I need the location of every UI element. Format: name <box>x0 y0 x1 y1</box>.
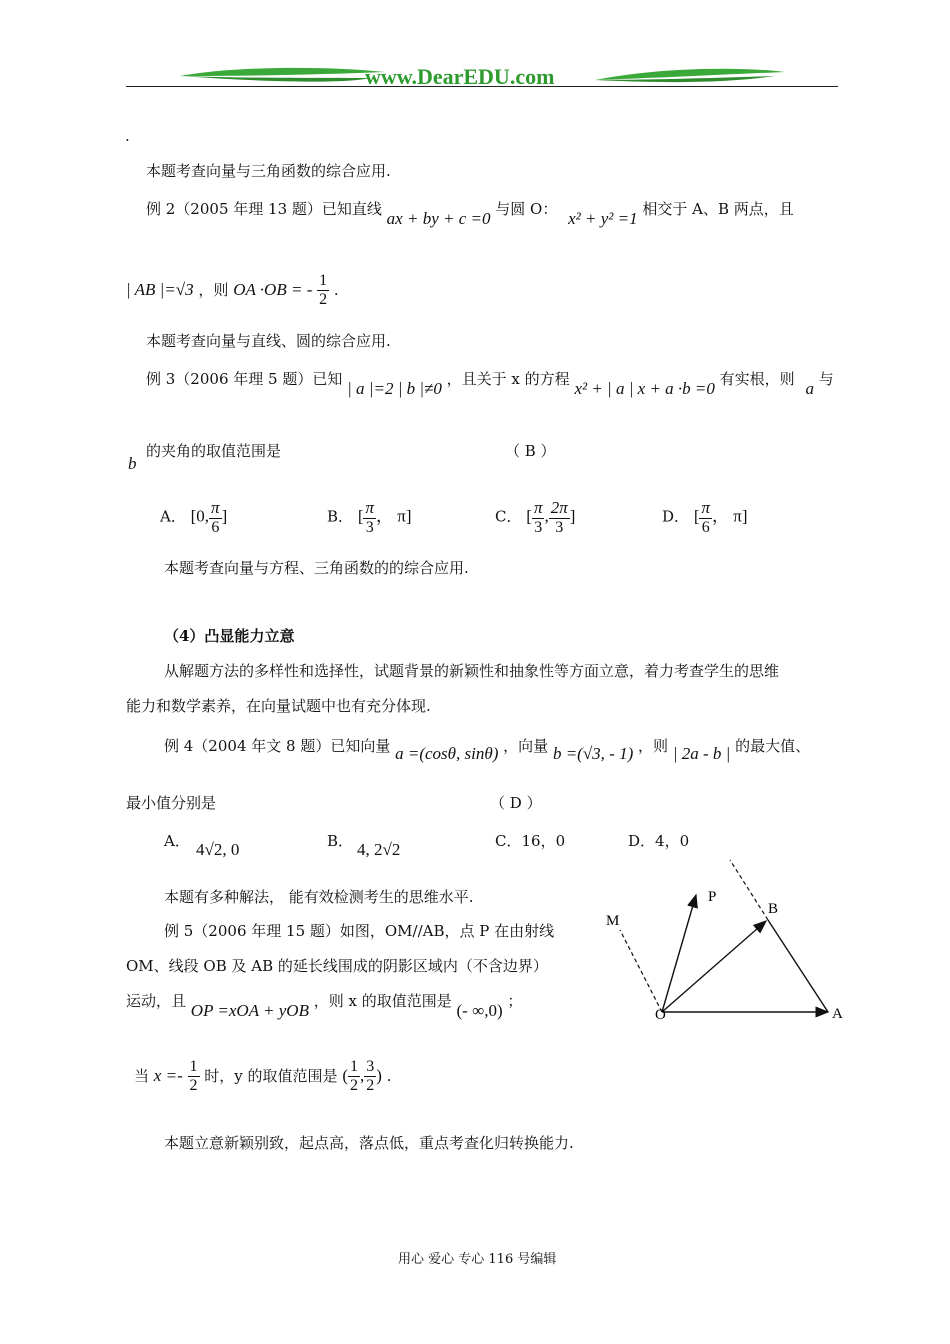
ex3-intro: 例 3（2006 年理 5 题）已知 <box>146 370 343 388</box>
ex3-and: 与 <box>818 370 834 388</box>
ex5-x-fraction: $\frac{1}{2}$ <box>189 1058 198 1095</box>
ex2-circle-text: 与圆 O： <box>495 200 558 218</box>
ex5-when: 当 <box>134 1066 150 1085</box>
paragraph-3: 本题考查向量与方程、三角函数的的综合应用. <box>164 559 469 577</box>
ex4-expression: | 2a - b | <box>672 744 731 763</box>
vector-figure <box>600 855 850 1035</box>
ex3-real-root-text: 有实根，则 <box>719 370 795 388</box>
option-4-a: A． <box>164 832 190 850</box>
ex3-equation: x² + | a | x + a ·b =0 <box>574 379 715 398</box>
paragraph-4-line-1: 从解题方法的多样性和选择性，试题背景的新颖性和抽象性等方面立意，着力考查学生的思维 <box>164 662 780 680</box>
example-3-line-2: 的夹角的取值范围是 <box>146 442 282 460</box>
section-4-heading: （4）凸显能力立意 <box>164 627 295 645</box>
ex4-then: ，则 <box>638 737 669 755</box>
ex5-motion-text: 运动，且 <box>126 992 187 1010</box>
logo-swoosh-left <box>180 68 385 76</box>
ex2-chord-length: | AB |=√3 <box>126 279 194 299</box>
paragraph-2: 本题考查向量与直线、圆的综合应用. <box>146 332 391 350</box>
option-3-d: D． [ $\frac{\pi}{6}$ ， π] <box>662 498 748 536</box>
ex3-vector-a: a <box>805 379 814 398</box>
footer-text: 用心 爱心 专心 116 号编辑 <box>398 1252 557 1267</box>
header-logo <box>175 62 790 92</box>
option-3-b: B． [ $\frac{\pi}{3}$ ， π] <box>327 498 412 536</box>
option-3-a: A． [0, $\frac{\pi}{6}$ ] <box>160 498 228 536</box>
ex5-x-range-text: ，则 x 的取值范围是 <box>313 992 452 1010</box>
label-o: O <box>655 1007 666 1023</box>
label-b: B <box>768 901 779 917</box>
ray-om <box>620 930 662 1012</box>
option-4-a-value: 4√2, 0 <box>196 840 240 859</box>
ex2-line-equation: ax + by + c =0 <box>386 209 491 228</box>
logo-text: www.DearEDU.com <box>365 64 555 89</box>
option-4-b-value: 4, 2√2 <box>357 840 401 859</box>
example-4-line-2: 最小值分别是 <box>126 794 217 812</box>
ex5-x-value: x =- <box>153 1065 183 1085</box>
ex2-intersect-text: 相交于 A、B 两点，且 <box>642 200 794 218</box>
example-2-line-2 <box>126 272 339 310</box>
example-5-line-4: 当 x =- $\frac{1}{2}$ 时，y 的取值范围是 ( $\frac{1}{2}$ , $\frac{3}{2}$ ) . <box>134 1058 392 1095</box>
label-m: M <box>606 913 620 929</box>
vector-ob <box>662 921 766 1012</box>
example-5-line-1: 例 5（2006 年理 15 题）如图，OM//AB，点 P 在由射线 <box>164 922 555 940</box>
ex3-vector-b: b <box>128 454 137 473</box>
ex5-equation: OP =xOA + yOB <box>190 1001 309 1020</box>
logo-swoosh-left-2 <box>180 76 370 82</box>
ex4-vector-a: a =(cosθ, sinθ) <box>395 744 499 763</box>
ex2-then: ，则 <box>198 280 229 299</box>
ex3-equation-text: ，且关于 x 的方程 <box>446 370 570 388</box>
paragraph-4-line-2: 能力和数学素养，在向量试题中也有充分体现. <box>126 697 431 715</box>
ex4-answer: （ D ） <box>490 794 542 812</box>
paragraph-5: 本题有多种解法， 能有效检测考生的思维水平. <box>164 888 474 906</box>
ex4-vector-b: b =(√3, - 1) <box>552 744 634 763</box>
option-4-c: C．16，0 <box>495 832 566 850</box>
ex4-vector-text: ，向量 <box>503 737 549 755</box>
paragraph-1: 本题考查向量与三角函数的综合应用. <box>146 162 391 180</box>
ex5-period: . <box>386 1066 392 1085</box>
ex5-x-range: (- ∞,0) <box>456 1001 503 1020</box>
ex2-fraction: $\frac{1}{2}$ <box>319 272 328 309</box>
ex2-intro: 例 2（2005 年理 13 题）已知直线 <box>146 200 382 218</box>
label-p: P <box>708 889 717 905</box>
ex3-condition: | a |=2 | b |≠0 <box>347 379 442 398</box>
ex2-dot-product: OA ·OB = - <box>233 279 313 299</box>
option-4-b: B． <box>327 832 354 850</box>
example-3-line-1 <box>146 368 834 398</box>
ex2-circle-equation: x² + y² =1 <box>568 209 638 228</box>
example-4-line-1 <box>164 735 811 763</box>
ex4-intro: 例 4（2004 年文 8 题）已知向量 <box>164 737 391 755</box>
vector-op <box>662 895 696 1012</box>
example-5-line-3 <box>126 990 523 1020</box>
ab-extension <box>730 860 768 920</box>
example-5-line-2: OM、线段 OB 及 AB 的延长线围成的阴影区域内（不含边界） <box>126 957 548 975</box>
segment-ba <box>768 920 828 1012</box>
ex2-period: . <box>333 280 339 299</box>
option-3-c: C． [ $\frac{\pi}{3}$ , $\frac{2\pi}{3}$ ] <box>495 498 576 536</box>
ex4-max-text: 的最大值、 <box>735 737 811 755</box>
ex5-y-range-text: 时，y 的取值范围是 <box>204 1066 338 1085</box>
label-a: A <box>832 1006 843 1022</box>
paragraph-6: 本题立意新颖别致，起点高，落点低，重点考查化归转换能力. <box>164 1134 574 1152</box>
option-4-d: D．4，0 <box>628 832 690 850</box>
leading-dot: . <box>125 127 130 145</box>
ex5-semicolon: ； <box>507 992 523 1010</box>
example-2-line-1 <box>146 198 794 228</box>
ex3-answer: （ B ） <box>505 442 556 460</box>
